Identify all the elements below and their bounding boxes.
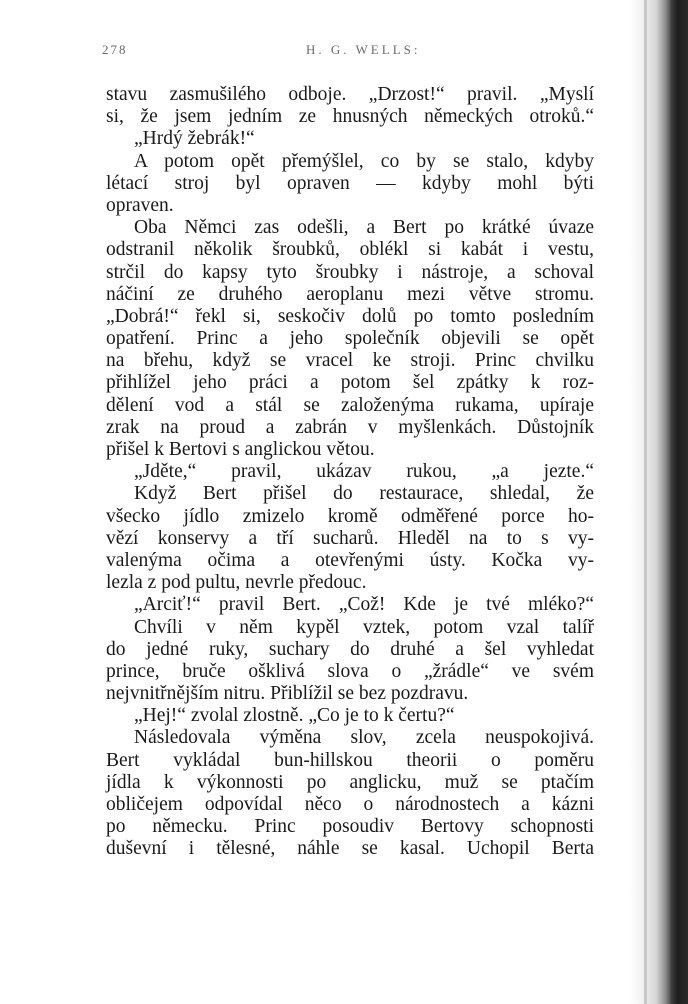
text-line: náčiní ze druhého aeroplanu mezi větve stromu. (106, 283, 594, 305)
text-line: „Hrdý žebrák!“ (134, 128, 255, 150)
text-line: do jedné ruky, suchary do druhé a šel vyhledat (106, 638, 594, 660)
text-line: Oba Němci zas odešli, a Bert po krátké úvaze (134, 217, 594, 239)
text-line: jídla k výkonnosti po anglicku, muž se ptačím (106, 771, 594, 793)
text-line: „Dobrá!“ řekl si, seskočiv dolů po tomto posledním (106, 305, 594, 327)
text-line: dělení vod a stál se založenýma rukama, upíraje (106, 394, 594, 416)
text-line: Když Bert přišel do restaurace, shledal, že (134, 483, 594, 505)
text-line: přišel k Bertovi s anglickou větou. (106, 439, 375, 460)
text-line: odstranil několik šroubků, oblékl si kabát i vestu, (106, 239, 594, 261)
text-line: prince, bruče ošklivá slova o „žrádle“ ve svém (106, 660, 594, 682)
text-line: Bert vykládal bun-hillskou theorii o poměru (106, 749, 594, 771)
running-head: H. G. WELLS: (306, 42, 421, 57)
text-line: obličejem odpovídal něco o národnostech a kázni (106, 794, 594, 815)
text-line: přihlížel jeho práci a potom šel zpátky k roz- (106, 372, 594, 394)
book-binding-edge (630, 0, 688, 1004)
text-line: strčil do kapsy tyto šroubky i nástroje, a schoval (106, 261, 594, 283)
text-line: duševní i tělesné, náhle se kasal. Uchopil Berta (106, 838, 594, 860)
text-line: lezla z pod pultu, nevrle předouc. (106, 572, 367, 594)
page-number: 278 (102, 42, 128, 57)
text-line: po německu. Princ posoudiv Bertovy schopnosti (106, 816, 594, 838)
text-line: opraven. (106, 194, 174, 216)
text-line: na břehu, když se vracel ke stroji. Princ chvilku (106, 350, 594, 372)
text-line: stavu zasmušilého odboje. „Drzost!“ pravil. „Myslí (106, 84, 594, 105)
text-line: Následovala výměna slov, zcela neuspokojivá. (134, 727, 594, 749)
text-line: létací stroj byl opraven — kdyby mohl býti (106, 172, 594, 194)
text-line: „Jděte,“ pravil, ukázav rukou, „a jezte.“ (134, 461, 594, 483)
book-page (100, 0, 600, 1004)
text-line: „Arciť!“ pravil Bert. „Což! Kde je tvé mléko?“ (134, 594, 594, 616)
text-line: všecko jídlo zmizelo kromě odměřené porce ho- (106, 505, 594, 527)
text-line: valenýma očima a otevřenými ústy. Kočka vy- (106, 549, 594, 571)
text-line: zrak na proud a zabrán v myšlenkách. Důstojník (106, 416, 594, 438)
page-header (100, 42, 600, 62)
text-line: vězí konservy a tří sucharů. Hleděl na to s vy- (106, 527, 594, 549)
text-line: Chvíli v něm kypěl vztek, potom vzal talíř (134, 616, 594, 638)
text-line: nejvnitřnějším nitru. Přiblížil se bez pozdravu. (106, 683, 469, 705)
text-line: opatření. Princ a jeho společník objevili se opět (106, 328, 594, 350)
text-line: A potom opět přemýšlel, co by se stalo, kdyby (134, 150, 594, 172)
body-text (106, 84, 594, 861)
text-line: si, že jsem jedním ze hnusných německých otroků.“ (106, 106, 594, 128)
text-line: „Hej!“ zvolal zlostně. „Co je to k čertu?“ (134, 705, 455, 727)
